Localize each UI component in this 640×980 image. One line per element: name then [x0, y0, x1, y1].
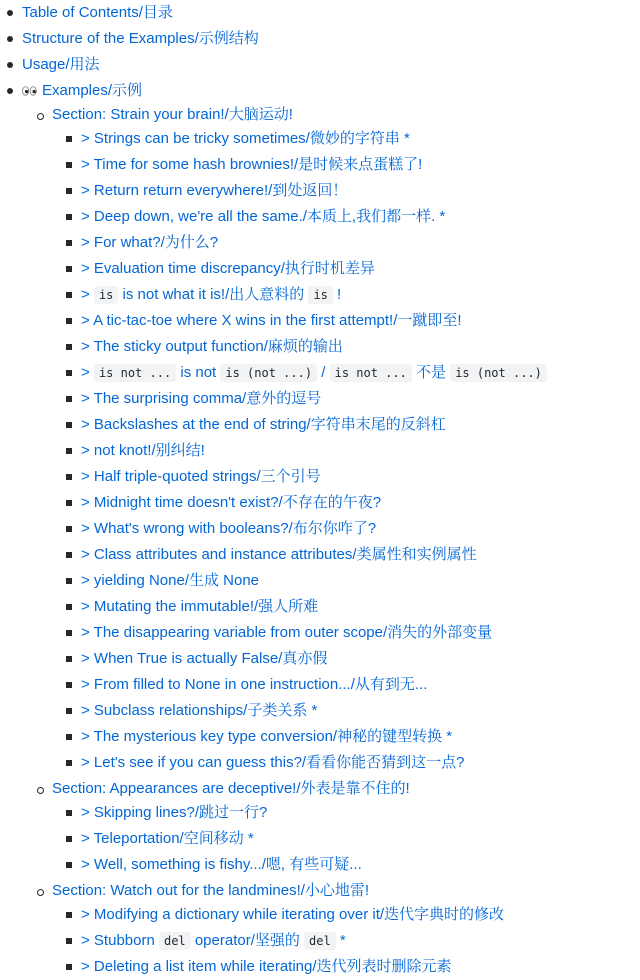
inline-code: del	[304, 932, 336, 950]
list-item	[81, 646, 640, 672]
example-link[interactable]: > Skipping lines?/跳过一行?	[81, 804, 268, 821]
eyes-icon	[22, 86, 37, 96]
example-link[interactable]: > Backslashes at the end of string/字符串末尾的反斜杠	[81, 416, 446, 433]
list-item	[81, 360, 640, 386]
list-item	[81, 126, 640, 152]
list-item	[81, 490, 640, 516]
example-link[interactable]: > The disappearing variable from outer scope/消失的外部变量	[81, 624, 493, 641]
example-link[interactable]: > A tic-tac-toe where X wins in the first attempt!/一蹴即至!	[81, 312, 462, 329]
example-link[interactable]: > not knot!/别纠结!	[81, 442, 205, 459]
example-link[interactable]: > When True is actually False/真亦假	[81, 650, 328, 667]
list-item	[81, 230, 640, 256]
list-item	[81, 438, 640, 464]
list-item	[81, 902, 640, 928]
inline-code: is not ...	[94, 364, 176, 382]
example-link[interactable]	[81, 364, 547, 381]
toc-link-examples[interactable]: Examples/示例	[42, 82, 143, 99]
link-text: 不是	[411, 364, 451, 381]
link-text: !	[332, 286, 342, 303]
example-link[interactable]: > Half triple-quoted strings/三个引号	[81, 468, 321, 485]
list-item	[81, 334, 640, 360]
example-link[interactable]: > Midnight time doesn't exist?/不存在的午夜?	[81, 494, 382, 511]
list-item	[81, 282, 640, 308]
inline-code: is	[94, 286, 118, 304]
example-link[interactable]	[81, 932, 346, 949]
inline-code: is (not ...)	[220, 364, 317, 382]
list-item	[81, 542, 640, 568]
examples-sections	[22, 104, 640, 980]
list-item	[81, 954, 640, 980]
example-link[interactable]: > Let's see if you can guess this?/看看你能否猜到这一点?	[81, 754, 465, 771]
example-link[interactable]: > The mysterious key type conversion/神秘的键型转换 *	[81, 728, 453, 745]
example-link[interactable]: > Modifying a dictionary while iterating over it/迭代字典时的修改	[81, 906, 505, 923]
example-link[interactable]: > For what?/为什么?	[81, 234, 219, 251]
inline-code: is not ...	[330, 364, 412, 382]
inline-code: del	[159, 932, 191, 950]
link-text: >	[81, 286, 94, 303]
example-link[interactable]: > Class attributes and instance attributes/类属性和实例属性	[81, 546, 477, 563]
section-strain-your-brain	[52, 104, 640, 776]
section-items	[52, 126, 640, 776]
link-text: *	[335, 932, 346, 949]
example-link[interactable]: > Subclass relationships/子类关系 *	[81, 702, 318, 719]
example-link[interactable]: > Well, something is fishy.../嗯, 有些可疑...	[81, 856, 362, 873]
example-link[interactable]: > Deep down, we're all the same./本质上,我们都一样. *	[81, 208, 446, 225]
link-text: >	[81, 364, 94, 381]
inline-code: is (not ...)	[450, 364, 547, 382]
list-item	[81, 750, 640, 776]
list-item	[81, 464, 640, 490]
list-item	[81, 620, 640, 646]
example-link[interactable]: > Evaluation time discrepancy/执行时机差异	[81, 260, 375, 277]
toc-item-examples	[22, 78, 640, 980]
example-link[interactable]	[81, 286, 341, 303]
section-appearances-deceptive	[52, 778, 640, 878]
toc-link-table-of-contents[interactable]: Table of Contents/目录	[22, 4, 173, 21]
link-text: is not	[176, 364, 221, 381]
link-text: /	[317, 364, 330, 381]
section-link[interactable]: Section: Appearances are deceptive!/外表是靠不住的!	[52, 780, 410, 797]
section-link[interactable]: Section: Watch out for the landmines!/小心地雷!	[52, 882, 370, 899]
list-item	[81, 672, 640, 698]
list-item	[81, 928, 640, 954]
section-items	[52, 902, 640, 980]
example-link[interactable]: > Time for some hash brownies!/是时候来点蛋糕了!	[81, 156, 423, 173]
example-link[interactable]: > Deleting a list item while iterating/迭代列表时删除元素	[81, 958, 452, 975]
toc-item-usage	[22, 52, 640, 78]
toc-item-table-of-contents	[22, 0, 640, 26]
list-item	[81, 568, 640, 594]
list-item	[81, 204, 640, 230]
example-link[interactable]: > yielding None/生成 None	[81, 572, 260, 589]
list-item	[81, 178, 640, 204]
example-link[interactable]: > Mutating the immutable!/强人所难	[81, 598, 319, 615]
example-link[interactable]: > From filled to None in one instruction.../从有到无...	[81, 676, 428, 693]
list-item	[81, 412, 640, 438]
list-item	[81, 152, 640, 178]
list-item	[81, 826, 640, 852]
section-link[interactable]: Section: Strain your brain!/大脑运动!	[52, 106, 293, 123]
example-link[interactable]: > Teleportation/空间移动 *	[81, 830, 254, 847]
example-link[interactable]: > Strings can be tricky sometimes/微妙的字符串 *	[81, 130, 410, 147]
list-item	[81, 256, 640, 282]
toc-item-structure	[22, 26, 640, 52]
list-item	[81, 308, 640, 334]
list-item	[81, 800, 640, 826]
link-text: > Stubborn	[81, 932, 159, 949]
example-link[interactable]: > The surprising comma/意外的逗号	[81, 390, 322, 407]
example-link[interactable]: > What's wrong with booleans?/布尔你咋了?	[81, 520, 377, 537]
toc-link-usage[interactable]: Usage/用法	[22, 56, 100, 73]
inline-code: is	[308, 286, 332, 304]
section-watch-out-landmines	[52, 880, 640, 980]
list-item	[81, 386, 640, 412]
list-item	[81, 594, 640, 620]
list-item	[81, 852, 640, 878]
toc-link-structure[interactable]: Structure of the Examples/示例结构	[22, 30, 259, 47]
link-text: is not what it is!/出人意料的	[118, 286, 309, 303]
section-items	[52, 800, 640, 878]
example-link[interactable]: > The sticky output function/麻烦的输出	[81, 338, 343, 355]
list-item	[81, 724, 640, 750]
list-item	[81, 516, 640, 542]
link-text: operator/坚强的	[190, 932, 305, 949]
example-link[interactable]: > Return return everywhere!/到处返回！	[81, 182, 348, 199]
list-item	[81, 698, 640, 724]
